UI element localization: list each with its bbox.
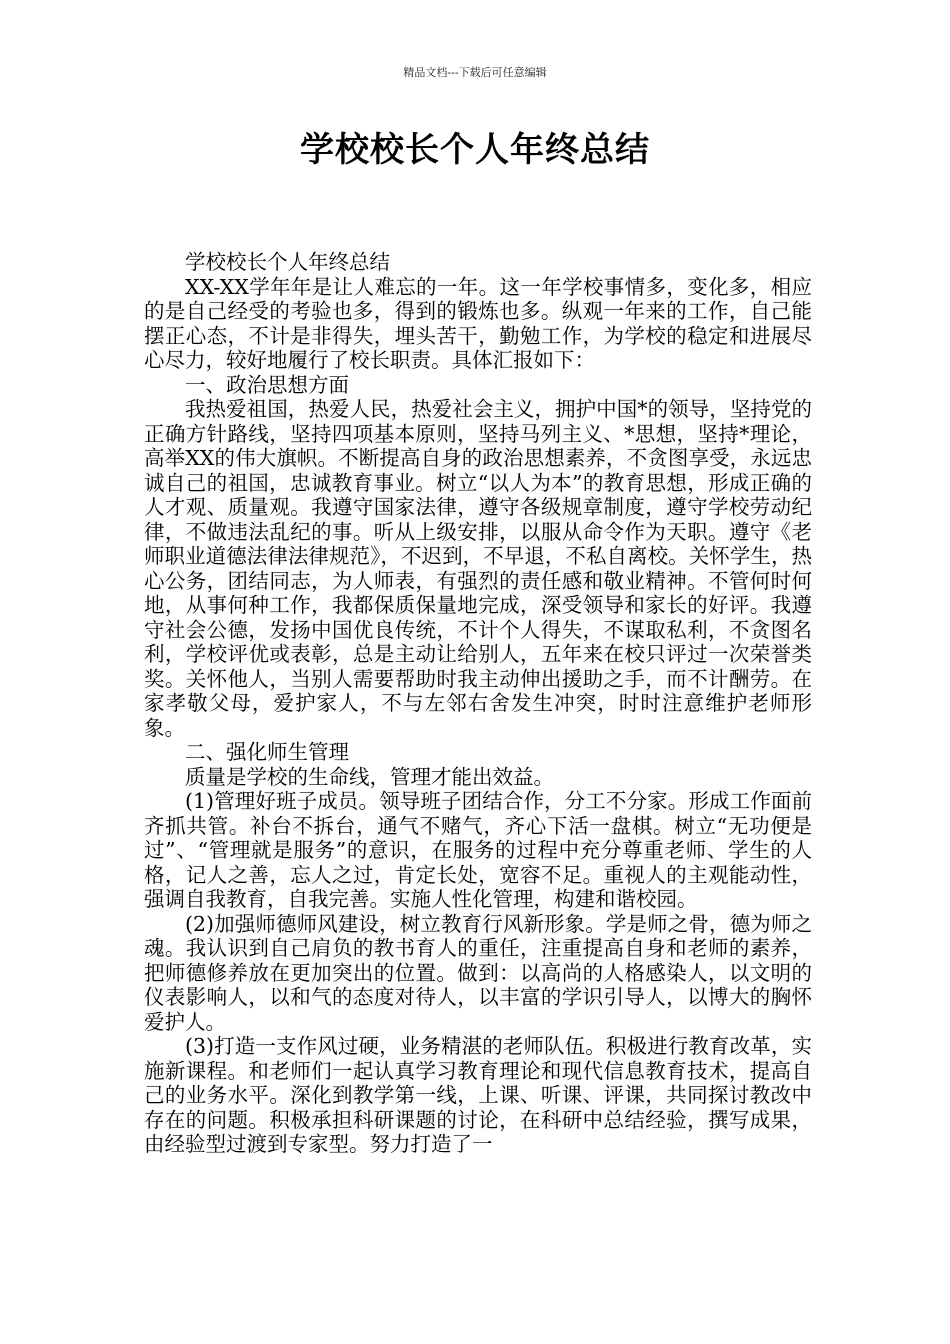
- section-heading: 二、强化师生管理: [185, 740, 349, 764]
- body-paragraph: (2)加强师德师风建设，树立教育行风新形象。学是师之骨，德为师之魂。我认识到自己肩负的教书育人的重任，注重提高自身和老师的素养，把师德修养放在更加突出的位置。做到：以高尚的人格感染人，以文明的仪表影响人，以和气的态度对待人，以丰富的学识引导人，以博大的胸怀爱护人。: [144, 911, 812, 1034]
- section-heading: 一、政治思想方面: [185, 372, 349, 397]
- body-paragraph: 质量是学校的生命线，管理才能出效益。: [185, 764, 554, 789]
- body-paragraph: (3)打造一支作风过硬，业务精湛的老师队伍。积极进行教育改革，实施新课程。和老师们一起认真学习教育理论和现代信息教育技术，提高自己的业务水平。深化到教学第一线，上课、听课、评课，共同探讨教改中存在的问题。积极承担科研课题的讨论，在科研中总结经验，撰写成果，由经验型过渡到专家型。努力打造了一: [144, 1034, 812, 1156]
- body-paragraph: 学校校长个人年终总结: [185, 250, 390, 274]
- document-body: [144, 250, 812, 1157]
- body-paragraph: (1)管理好班子成员。领导班子团结合作，分工不分家。形成工作面前齐抓共管。补台不拆台，通气不赌气，齐心下活一盘棋。树立“无功便是过”、“管理就是服务”的意识，在服务的过程中充分尊重老师、学生的人格，记人之善，忘人之过，肯定长处，宽容不足。重视人的主观能动性，强调自我教育，自我完善。实施人性化管理，构建和谐校园。: [144, 789, 812, 911]
- page-header-note: 精品文档---下载后可任意编辑: [403, 66, 547, 79]
- body-paragraph: XX-XX学年年是让人难忘的一年。这一年学校事情多，变化多，相应的是自己经受的考验也多，得到的锻炼也多。纵观一年来的工作，自己能摆正心态，不计是非得失，埋头苦干，勤勉工作，为学校的稳定和进展尽心尽力，较好地履行了校长职责。具体汇报如下：: [144, 274, 812, 372]
- body-paragraph: 我热爱祖国，热爱人民，热爱社会主义，拥护中国*的领导，坚持党的正确方针路线，坚持四项基本原则，坚持马列主义、*思想，坚持*理论，高举XX的伟大旗帜。不断提高自身的政治思想素养，不贪图享受，永远忠诚自己的祖国，忠诚教育事业。树立“以人为本”的教育思想，形成正确的人才观、质量观。我遵守国家法律，遵守各级规章制度，遵守学校劳动纪律，不做违法乱纪的事。听从上级安排，以服从命令作为天职。遵守《老师职业道德法律法律规范》，不迟到，不早退，不私自离校。关怀学生，热心公务，团结同志，为人师表，有强烈的责任感和敬业精神。不管何时何地，从事何种工作，我都保质保量地完成，深受领导和家长的好评。我遵守社会公德，发扬中国优良传统，不计个人得失，不谋取私利，不贪图名利，学校评优或表彰，总是主动让给别人，五年来在校只评过一次荣誉类奖。关怀他人，当别人需要帮助时我主动伸出援助之手，而不计酬劳。在家孝敬父母，爱护家人，不与左邻右舍发生冲突，时时注意维护老师形象。: [144, 397, 812, 740]
- document-title: 学校校长个人年终总结: [300, 130, 650, 170]
